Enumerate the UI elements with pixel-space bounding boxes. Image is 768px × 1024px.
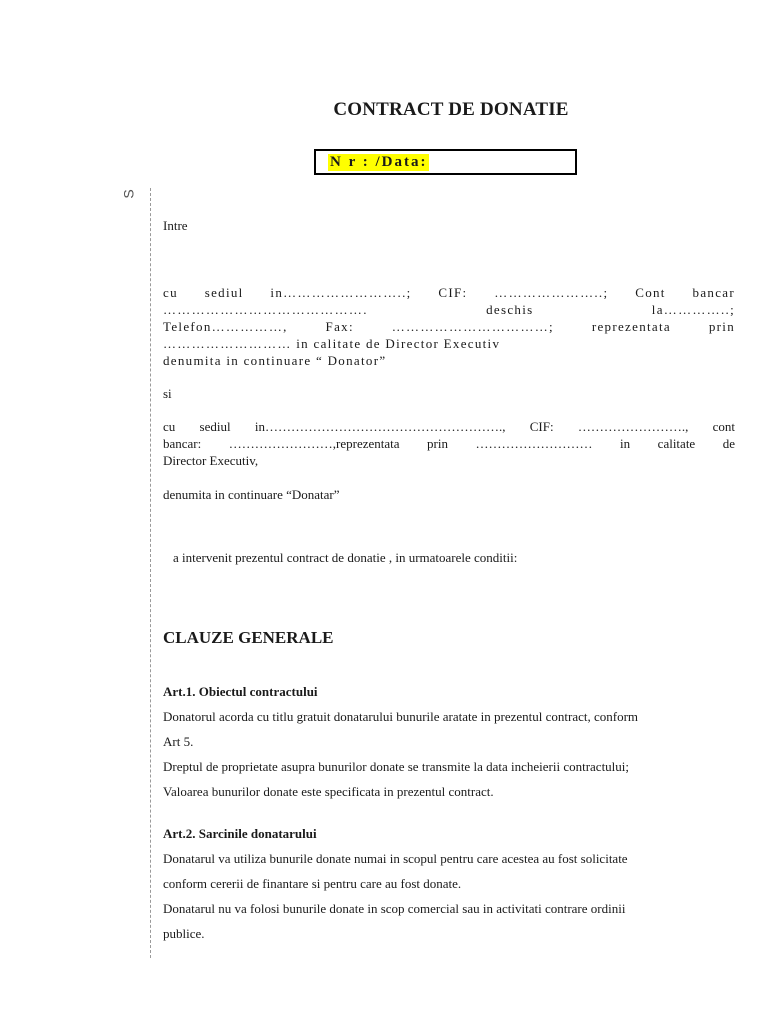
article-2 (163, 821, 735, 946)
donator-block (163, 284, 735, 369)
si-label: si (163, 386, 172, 401)
section-heading: CLAUZE GENERALE (163, 628, 334, 647)
donatar-line-3: Director Executiv, (163, 453, 259, 468)
donator-line-3: Telefon……………, Fax: ……………………………; reprezentata prin (163, 319, 735, 334)
number-date-label: N r : /Data: (330, 154, 428, 170)
article-1-line: Art 5. (163, 734, 194, 749)
article-1-line: Valoarea bunurilor donate este specificata in prezentul contract. (163, 784, 494, 799)
donatar-denumire: denumita in continuare “Donatar” (163, 487, 340, 502)
intro-sentence: a intervenit prezentul contract de donatie , in urmatoarele conditii: (173, 550, 518, 565)
donator-line-1: cu sediul in……………………..; CIF: …………………..; Cont bancar (163, 285, 735, 300)
number-date-box (314, 149, 577, 175)
donator-line-5: denumita in continuare “ Donator” (163, 353, 387, 368)
donatar-block (163, 418, 735, 469)
donator-line-4: ……………………… in calitate de Director Executiv (163, 336, 501, 351)
article-1-line: Donatorul acorda cu titlu gratuit donatarului bunurile aratate in prezentul contract, conform (163, 709, 639, 724)
article-1-title: Art.1. Obiectul contractului (163, 684, 318, 699)
donatar-line-2: bancar: ……………………,reprezentata prin ……………………… in calitate de (163, 436, 735, 451)
donatar-line-1: cu sediul in………………………………………………., CIF: ……………………., cont (163, 419, 735, 434)
article-2-title: Art.2. Sarcinile donatarului (163, 826, 317, 841)
intre-label: Intre (163, 218, 188, 233)
margin-mark: S (120, 189, 137, 199)
margin-dashed-line (150, 188, 151, 958)
article-1 (163, 679, 735, 804)
article-1-line: Dreptul de proprietate asupra bunurilor donate se transmite la data incheierii contractului; (163, 759, 630, 774)
article-2-line: publice. (163, 926, 205, 941)
document-title: CONTRACT DE DONATIE (333, 99, 569, 120)
article-2-line: conform cererii de finantare si pentru care au fost donate. (163, 876, 462, 891)
donator-line-2: ……………………………………. deschis la…………..; (163, 302, 735, 317)
article-2-line: Donatarul va utiliza bunurile donate numai in scopul pentru care acestea au fost solicitate (163, 851, 628, 866)
article-2-line: Donatarul nu va folosi bunurile donate in scop comercial sau in activitati contrare ordinii (163, 901, 626, 916)
